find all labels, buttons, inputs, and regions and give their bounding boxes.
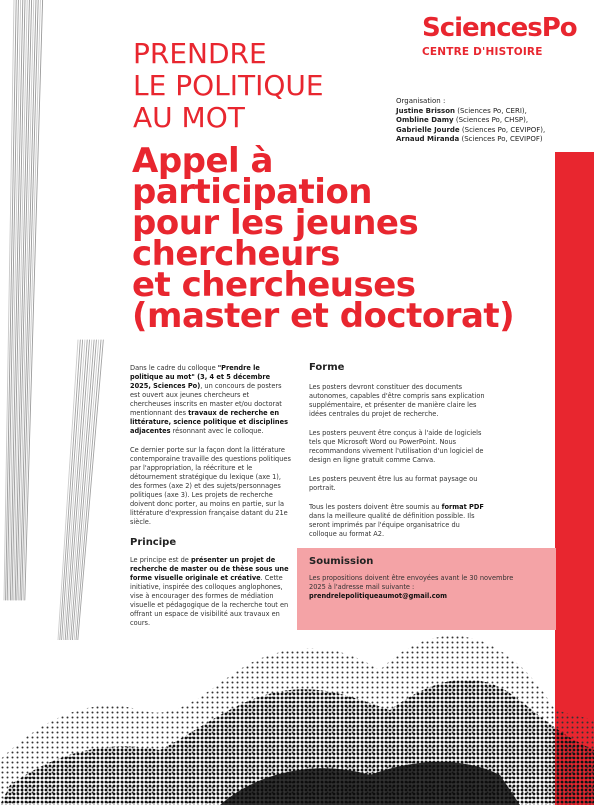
organiser xyxy=(396,135,571,145)
organiser xyxy=(396,126,571,136)
forme-text-part: dans la meilleure qualité de définition possible. Ils seront imprimés par l'équipe organisatrice du colloque au format A2. xyxy=(309,512,475,538)
organisation-label: Organisation : xyxy=(396,97,446,105)
sciencespo-logo xyxy=(422,14,587,58)
decorative-wires xyxy=(0,0,130,640)
intro-text: résonnant avec le colloque. xyxy=(170,427,264,435)
submission-email[interactable]: prendrelepolitiqueaumot@gmail.com xyxy=(309,592,448,600)
organiser xyxy=(396,107,571,117)
organiser-affiliation: (Sciences Po, CEVIPOF) xyxy=(459,135,543,143)
forme-column xyxy=(309,383,487,549)
forme-paragraph: Les posters peuvent être lus au format paysage ou portrait. xyxy=(309,475,478,492)
headline-line: chercheurs xyxy=(132,234,340,274)
forme-text-part: Tous les posters doivent être soumis au xyxy=(309,503,442,511)
forme-paragraph xyxy=(309,503,487,539)
forme-paragraph: Les posters peuvent être conçus à l'aide de logiciels tels que Microsoft Word ou PowerPoint. Nous recommandons vivement l'utilisation d'un logiciel de design en ligne gratuit comme Canva. xyxy=(309,429,484,464)
intro-event-details: "Prendre le politique au mot" (3, 4 et 5 décembre 2025, Sciences Po) xyxy=(130,364,271,390)
organiser-name: Justine Brisson xyxy=(396,106,455,115)
forme-pdf-format: format PDF xyxy=(441,503,484,511)
principe-text xyxy=(130,556,295,638)
organiser-affiliation: (Sciences Po, CHSP), xyxy=(453,116,529,124)
headline-line: (master et doctorat) xyxy=(132,296,515,336)
organiser-name: Gabrielle Jourde xyxy=(396,125,460,134)
headline-line: pour les jeunes xyxy=(132,203,419,243)
logo-wordmark: SciencesPo xyxy=(422,13,577,43)
organiser-name: Arnaud Miranda xyxy=(396,135,460,143)
halftone-sculpture-image xyxy=(0,600,594,805)
principe-paragraph xyxy=(130,556,295,628)
organiser xyxy=(396,116,571,126)
organiser-affiliation: (Sciences Po, CERI), xyxy=(454,106,527,115)
intro-fields: travaux de recherche en littérature, science politique et disciplines adjacentes xyxy=(130,409,288,435)
organisation-block xyxy=(396,97,571,145)
headline-line: et chercheuses xyxy=(132,265,416,305)
event-title-line: PRENDRE xyxy=(133,37,267,70)
soumission-text xyxy=(309,574,514,601)
forme-heading: Forme xyxy=(309,362,345,373)
organiser-affiliation: (Sciences Po, CEVIPOF), xyxy=(459,125,546,134)
intro-text: , un concours de posters est ouvert aux jeunes chercheurs et chercheuses inscrits en master et/ou doctorat mentionnant des xyxy=(130,382,282,417)
event-title-line: AU MOT xyxy=(133,101,245,134)
event-title xyxy=(133,38,413,134)
intro-column xyxy=(130,364,292,537)
principe-text-part: . Cette initiative, inspirée des colloques anglophones, vise à encourager des formes de médiation visuelle et pédagogique de la recherche tout en offrant un espace de visibilité aux travaux en cours. xyxy=(130,574,289,627)
principe-heading: Principe xyxy=(130,537,177,548)
intro-paragraph xyxy=(130,364,292,436)
event-title-line: LE POLITIQUE xyxy=(133,69,324,102)
organiser-name: Ombline Damy xyxy=(396,116,454,124)
intro-text: Dans le cadre du colloque xyxy=(130,364,218,372)
principe-text-part: Le principe est de xyxy=(130,556,191,564)
submission-email-link[interactable] xyxy=(309,592,514,601)
forme-paragraph: Les posters devront constituer des documents autonomes, capables d'être compris sans explication supplémentaire, et présenter de manière claire les idées centrales du projet de recherche. xyxy=(309,383,485,418)
headline-line: participation xyxy=(132,172,373,212)
intro-paragraph-2: Ce dernier porte sur la façon dont la littérature contemporaine travaille des questions politiques par l'appropriation, la réécriture et le détournement stratégique du lexique (axe 1), des formes (axe 2) et des sujets/personnages politiques (axe 3). Les projets de recherche doivent donc porter, au moins en partie, sur la littérature d'expression française datant du 21e siècle. xyxy=(130,446,291,526)
logo-subtitle: CENTRE D'HISTOIRE xyxy=(422,46,543,58)
headline-line: Appel à xyxy=(132,141,273,181)
soumission-instructions: Les propositions doivent être envoyées avant le 30 novembre 2025 à l'adresse mail suivante : xyxy=(309,574,514,591)
principe-emphasis: présenter un projet de recherche de master ou de thèse sous une forme visuelle originale et créative xyxy=(130,556,289,582)
soumission-heading: Soumission xyxy=(309,556,374,567)
call-headline xyxy=(132,141,552,336)
